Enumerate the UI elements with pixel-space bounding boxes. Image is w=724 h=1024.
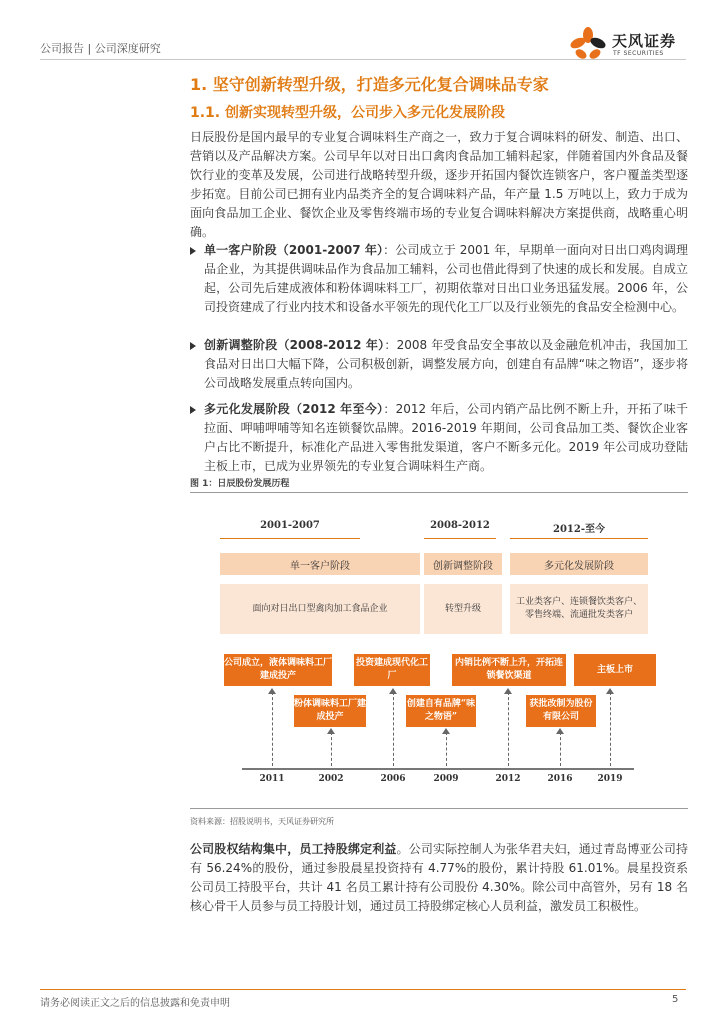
subsection-heading: 1.1. 创新实现转型升级，公司步入多元化发展阶段 <box>190 105 505 121</box>
stage-box: 多元化发展阶段 <box>510 553 648 575</box>
timeline-axis <box>242 768 634 770</box>
bullet-arrow-icon <box>190 342 196 350</box>
figure-top-rule <box>190 492 688 493</box>
period-label: 2001-2007 <box>260 520 320 531</box>
event-box: 公司成立，液体调味料工厂建成投产 <box>224 654 332 686</box>
stage-description: 工业类客户、连锁餐饮类客户、零售终端、流通批发类客户 <box>510 584 648 634</box>
ownership-paragraph <box>190 840 688 916</box>
figure-source: 资料来源：招股说明书，天风证券研究所 <box>190 817 334 826</box>
page-number: 5 <box>672 994 679 1005</box>
header-divider <box>40 59 686 60</box>
year-label: 2009 <box>433 774 459 784</box>
bullet-stage-1 <box>190 241 688 317</box>
period-label: 2012-至今 <box>553 524 605 535</box>
period-rule <box>220 538 360 539</box>
bullet-text: ：2008 年受食品安全事故以及金融危机冲击，我国加工食品对日出口大幅下降，公司积极创新，调整发展方向，创建自有品牌“味之物语”，逐步将公司战略发展重点转向国内。 <box>204 338 688 390</box>
paragraph-lead: 公司股权结构集中，员工持股绑定利益 <box>190 842 397 856</box>
event-box: 创建自有品牌“味之物语” <box>406 695 476 727</box>
figure-bottom-rule <box>190 808 688 809</box>
report-type-label: 公司报告 | 公司深度研究 <box>40 42 161 55</box>
bullet-label: 创新调整阶段（2008-2012 年） <box>204 338 385 352</box>
disclaimer-note: 请务必阅读正文之后的信息披露和免责申明 <box>40 998 230 1009</box>
flower-logo-icon <box>568 26 608 62</box>
stage-description: 面向对日出口型禽肉加工食品企业 <box>220 584 420 634</box>
arrow-up-icon <box>389 688 397 694</box>
bullet-stage-3 <box>190 400 688 476</box>
arrow-up-icon <box>606 688 614 694</box>
arrow-up-icon <box>556 728 564 734</box>
footer-divider <box>40 989 686 990</box>
event-box: 投资建成现代化工厂 <box>354 654 430 686</box>
bullet-text: ：公司成立于 2001 年，早期单一面向对日出口鸡肉调理品企业，为其提供调味品作为食品加工辅料，公司也借此得到了快速的成长和发展。自成立起，公司先后建成液体和粉体调味料工厂，初期依靠对日出口业务迅猛发展。2006 年，公司投资建成了行业内技术和设备水平领先的现代化工厂以及行业领先的食品安全检测中心。 <box>204 243 689 314</box>
period-label: 2008-2012 <box>430 520 490 531</box>
timeline-figure <box>190 498 688 803</box>
paragraph-body: 。公司实际控制人为张华君夫妇，通过青岛博亚公司持有 56.24%的股份，通过参股晨星投资持有 4.77%的股份，累计持股 61.01%。晨星投资系公司员工持股平台，共计 41 名员工累计持有公司股份 4.30%。除公司中高管外，另有 18 名核心骨干人员参与员工持股计划，通过员工持股绑定核心人员利益，激发员工积极性。 <box>190 842 688 913</box>
year-label: 2002 <box>318 774 344 784</box>
year-label: 2012 <box>495 774 521 784</box>
bullet-arrow-icon <box>190 247 196 255</box>
logo-cn: 天风证券 <box>612 32 677 50</box>
connector-line <box>610 692 611 766</box>
event-box: 粉体调味料工厂建成投产 <box>294 695 366 727</box>
bullet-label: 多元化发展阶段（2012 年至今） <box>204 402 384 416</box>
year-label: 2016 <box>547 774 573 784</box>
arrow-up-icon <box>268 688 276 694</box>
connector-line <box>508 692 509 766</box>
arrow-up-icon <box>327 728 335 734</box>
stage-description: 转型升级 <box>424 584 502 634</box>
arrow-up-icon <box>504 688 512 694</box>
period-rule <box>424 538 496 539</box>
connector-line <box>272 692 273 766</box>
connector-line <box>446 732 447 766</box>
intro-paragraph: 日辰股份是国内最早的专业复合调味料生产商之一，致力于复合调味料的研发、制造、出口、营销以及产品解决方案。公司早年以对日出口禽肉食品加工辅料起家，伴随着国内外食品及餐饮行业的变革及发展，公司进行战略转型升级，逐步开拓国内餐饮连锁客户，客户覆盖类型逐步拓宽。目前公司已拥有业内品类齐全的复合调味料产品，年产量 1.5 万吨以上，致力于成为面向食品加工企业、餐饮企业及零售终端市场的专业复合调味料解决方案提供商，战略重心明确。 <box>190 130 688 239</box>
bullet-text: ：2012 年后，公司内销产品比例不断上升，开拓了味千拉面、呷哺呷哺等知名连锁餐饮品牌。2016-2019 年期间，公司食品加工类、餐饮企业客户占比不断提升，标准化产品进入零售批发渠道，客户不断多元化。2019 年公司成功登陆主板上市，已成为业界领先的专业复合调味料生产商。 <box>204 402 689 473</box>
year-label: 2006 <box>380 774 406 784</box>
brand-logo <box>568 26 686 62</box>
bullet-arrow-icon <box>190 406 196 414</box>
year-label: 2011 <box>259 774 285 784</box>
event-box: 内销比例不断上升，开拓连锁餐饮渠道 <box>452 654 566 686</box>
connector-line <box>560 732 561 766</box>
event-box: 主板上市 <box>574 654 656 686</box>
bullet-label: 单一客户阶段（2001-2007 年） <box>204 243 384 257</box>
connector-line <box>393 692 394 766</box>
logo-en: TF SECURITIES <box>613 50 664 57</box>
period-rule <box>510 538 648 539</box>
event-box: 获批改制为股份有限公司 <box>526 695 596 727</box>
arrow-up-icon <box>442 728 450 734</box>
stage-box: 创新调整阶段 <box>424 553 502 575</box>
year-label: 2019 <box>597 774 623 784</box>
connector-line <box>331 732 332 766</box>
stage-box: 单一客户阶段 <box>220 553 420 575</box>
section-heading: 1. 坚守创新转型升级，打造多元化复合调味品专家 <box>190 75 549 94</box>
bullet-stage-2 <box>190 336 688 393</box>
figure-title: 图 1：日辰股份发展历程 <box>190 479 290 489</box>
